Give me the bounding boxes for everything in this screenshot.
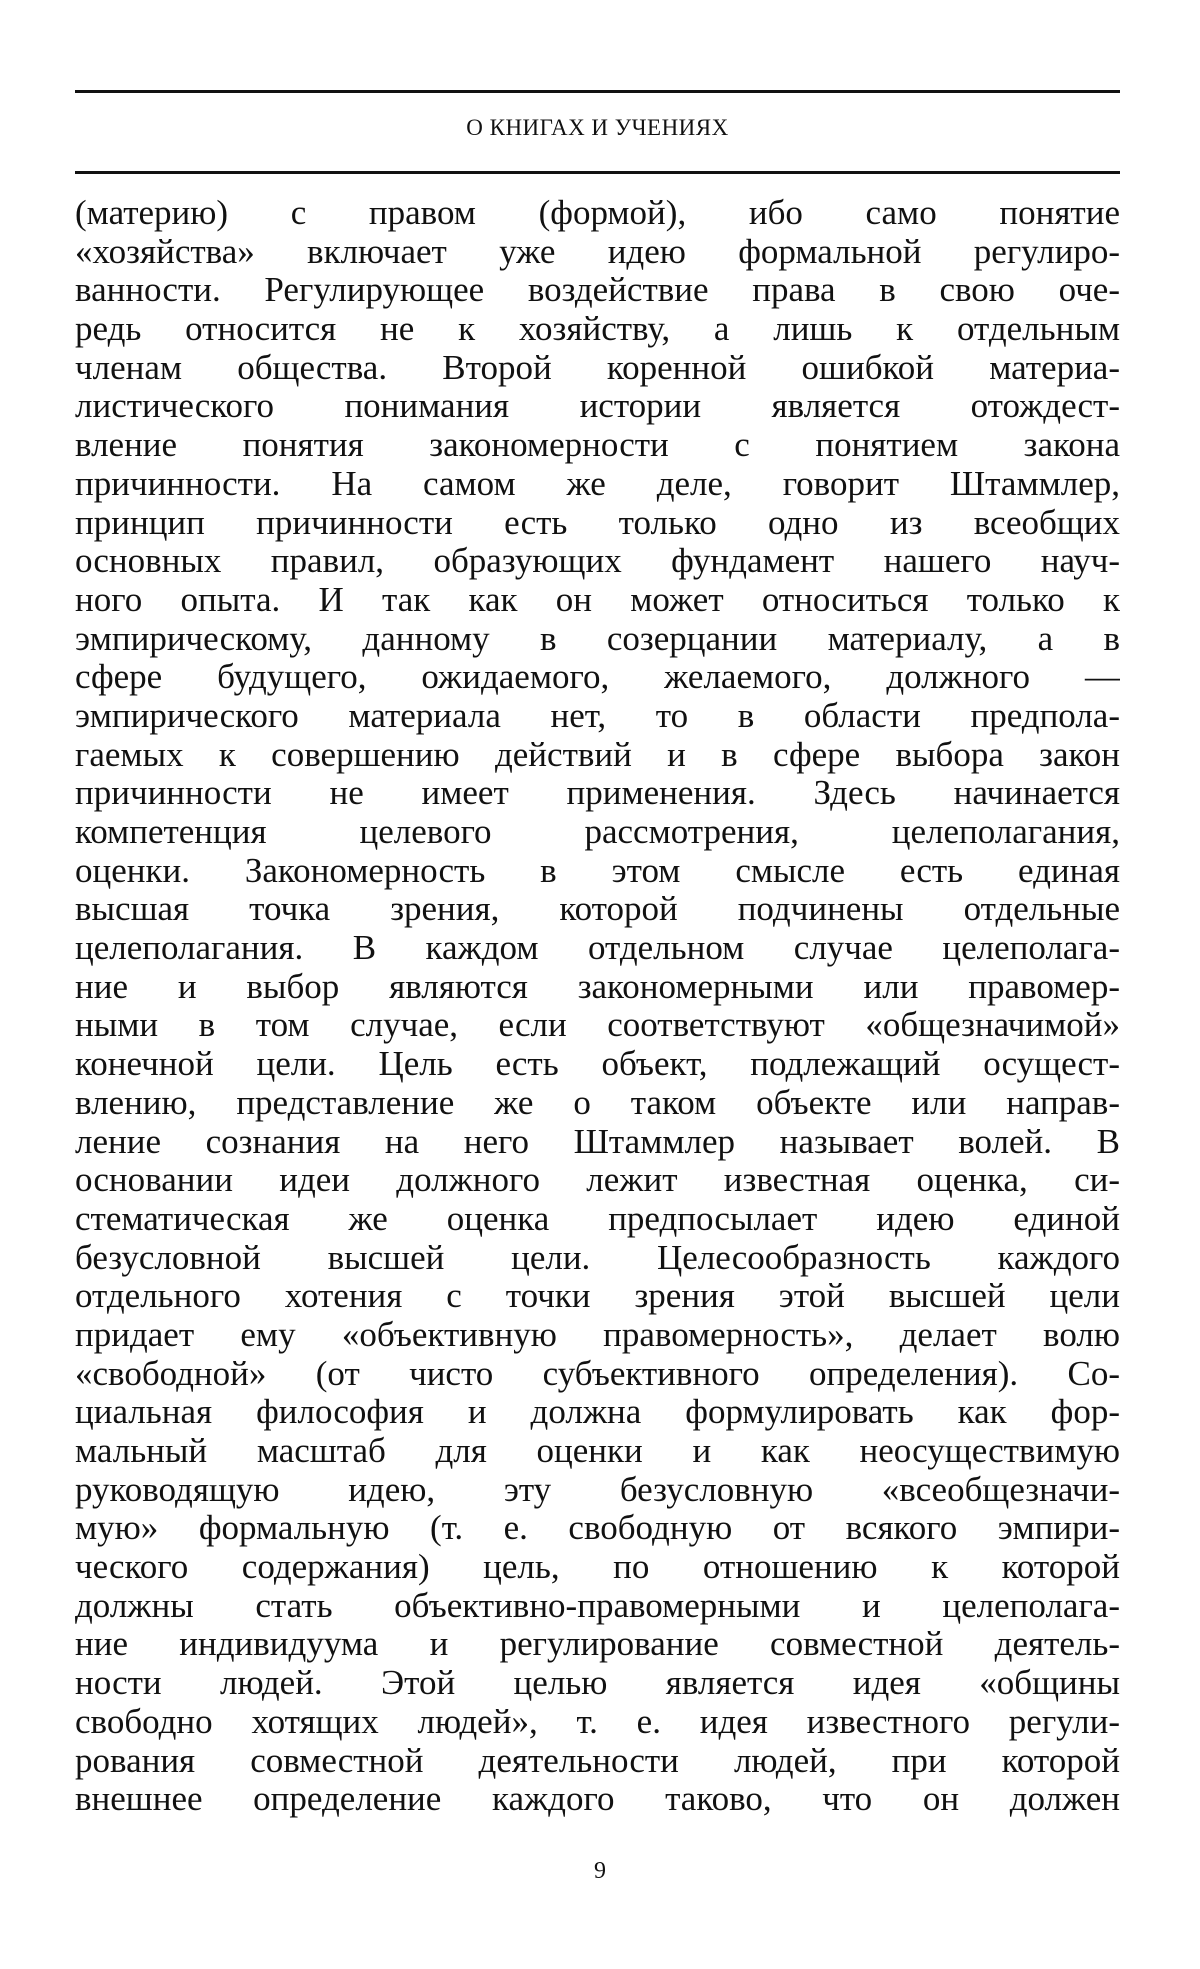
text-line: ванности. Регулирующее воздействие права в свою оче- xyxy=(75,271,1120,310)
text-line: целеполагания. В каждом отдельном случае целеполага- xyxy=(75,929,1120,968)
text-line: ление сознания на него Штаммлер называет волей. В xyxy=(75,1122,1120,1161)
book-page xyxy=(75,90,1120,1819)
text-line: руководящую идею, эту безусловную «всеобщезначи- xyxy=(75,1470,1120,1509)
text-line: вление понятия закономерности с понятием закона xyxy=(75,426,1120,465)
text-line: листического понимания истории является отождест- xyxy=(75,387,1120,426)
text-line: ными в том случае, если соответствуют «общезначимой» xyxy=(75,1006,1120,1045)
text-line: редь относится не к хозяйству, а лишь к отдельным xyxy=(75,310,1120,349)
text-line: гаемых к совершению действий и в сфере выбора закон xyxy=(75,735,1120,774)
text-line: придает ему «объективную правомерность», делает волю xyxy=(75,1315,1120,1354)
text-line: высшая точка зрения, которой подчинены отдельные xyxy=(75,890,1120,929)
text-line: основании идеи должного лежит известная оценка, си- xyxy=(75,1161,1120,1200)
text-line: рования совместной деятельности людей, при которой xyxy=(75,1741,1120,1780)
text-line: эмпирического материала нет, то в области предпола- xyxy=(75,696,1120,735)
text-line: ности людей. Этой целью является идея «общины xyxy=(75,1664,1120,1703)
body-text xyxy=(75,194,1120,1819)
text-line: причинности не имеет применения. Здесь начинается xyxy=(75,774,1120,813)
page-number: 9 xyxy=(594,1858,606,1884)
text-line: конечной цели. Цель есть объект, подлежащий осущест- xyxy=(75,1045,1120,1084)
text-line: мальный масштаб для оценки и как неосуществимую xyxy=(75,1432,1120,1470)
text-line: стематическая же оценка предпосылает идею единой xyxy=(75,1199,1120,1238)
text-line: оценки. Закономерность в этом смысле есть единая xyxy=(75,851,1120,890)
running-head: О КНИГАХ И УЧЕНИЯХ xyxy=(466,115,729,140)
text-line: свободно хотящих людей», т. е. идея известного регули- xyxy=(75,1702,1120,1741)
text-line: влению, представление же о таком объекте или направ- xyxy=(75,1083,1120,1122)
text-line: безусловной высшей цели. Целесообразность каждого xyxy=(75,1238,1120,1277)
text-line: (материю) с правом (формой), ибо само понятие xyxy=(75,194,1120,232)
text-line: циальная философия и должна формулировать как фор- xyxy=(75,1393,1120,1432)
text-line: ческого содержания) цель, по отношению к которой xyxy=(75,1548,1120,1587)
text-line: отдельного хотения с точки зрения этой высшей цели xyxy=(75,1277,1120,1316)
text-line: ного опыта. И так как он может относиться только к xyxy=(75,580,1120,619)
text-line: компетенция целевого рассмотрения, целеполагания, xyxy=(75,813,1120,851)
text-line: членам общества. Второй коренной ошибкой материа- xyxy=(75,348,1120,387)
text-line: эмпирическому, данному в созерцании материалу, а в xyxy=(75,619,1120,658)
text-line: основных правил, образующих фундамент нашего науч- xyxy=(75,542,1120,581)
text-line: внешнее определение каждого таково, что он должен xyxy=(75,1780,1120,1819)
text-line: мую» формальную (т. е. свободную от всякого эмпири- xyxy=(75,1509,1120,1548)
header-rule-top xyxy=(75,90,1120,93)
text-line: ние индивидуума и регулирование совместной деятель- xyxy=(75,1625,1120,1664)
text-line: сфере будущего, ожидаемого, желаемого, должного — xyxy=(75,658,1120,697)
text-line: «свободной» (от чисто субъективного определения). Со- xyxy=(75,1354,1120,1393)
text-line: должны стать объективно-правомерными и целеполага- xyxy=(75,1586,1120,1625)
text-line: принцип причинности есть только одно из всеобщих xyxy=(75,503,1120,542)
text-line: причинности. На самом же деле, говорит Штаммлер, xyxy=(75,464,1120,503)
header-rule-bottom xyxy=(75,171,1120,174)
text-line: «хозяйства» включает уже идею формальной регулиро- xyxy=(75,232,1120,271)
text-line: ние и выбор являются закономерными или правомер- xyxy=(75,967,1120,1006)
